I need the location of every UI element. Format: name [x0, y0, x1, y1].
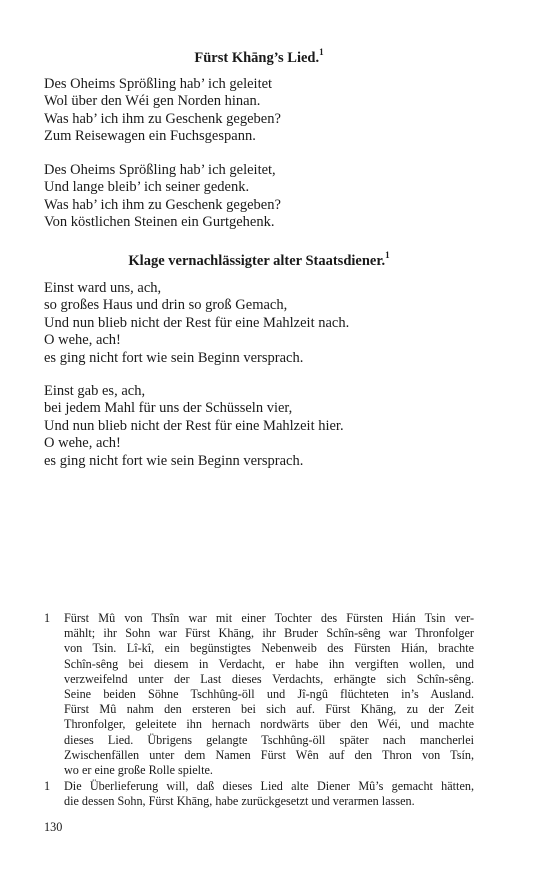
footnote-line: Die Überlieferung will, daß dieses Lied alte Diener Mû’s gemacht hätten, [64, 779, 474, 794]
footnote-line: verzweifelnd unter der Last dieses Verdachts, erhängte sich Schîn-sêng. [64, 671, 474, 686]
verse-line: Wol über den Wéi gen Norden hinan. [44, 93, 261, 110]
verse-line: Und nun blieb nicht der Rest für eine Mahlzeit hier. [44, 417, 344, 434]
footnote-2 [44, 779, 474, 809]
poem-2-stanza-2 [44, 383, 344, 470]
footnote-ref-2[interactable]: 1 [385, 250, 390, 260]
footnote-ref-1[interactable]: 1 [319, 47, 324, 57]
footnote-line: Fürst Mû nahm den ersteren bei sich auf. Fürst Khāng, zu der Zeit [64, 702, 474, 717]
book-page [44, 0, 474, 880]
poem-title-2 [44, 250, 474, 270]
footnote-line: Zwischenfällen unter dem Namen Fürst Wên auf den Thron von Tsín, [64, 747, 474, 762]
footnote-number: 1 [44, 611, 51, 625]
footnote-text [64, 611, 474, 778]
footnote-line: dieses Lied. Übrigens gelangte Tschhûng-öll später nach mancherlei [64, 732, 474, 747]
verse-line: Des Oheims Sprößling hab’ ich geleitet [44, 76, 273, 92]
poem-title-1-text: Fürst Khāng’s Lied. [194, 50, 320, 66]
poem-title-2-text: Klage vernachlässigter alter Staatsdiener. [128, 253, 386, 269]
verse-line: O wehe, ach! [44, 332, 121, 349]
verse-line: Was hab’ ich ihm zu Geschenk gegeben? [44, 110, 281, 127]
verse-line: Und nun blieb nicht der Rest für eine Mahlzeit nach. [44, 314, 350, 331]
footnote-line: mählt; ihr Sohn war Fürst Khāng, ihr Bruder Schîn-sêng war Thronfolger [64, 626, 474, 641]
verse-line: so großes Haus und drin so groß Gemach, [44, 297, 288, 314]
footnote-line: Seine beiden Söhne Tschhûng-öll und Jî-ngû flüchteten in’s Ausland. [64, 687, 474, 702]
verse-line: Zum Reisewagen ein Fuchsgespann. [44, 128, 256, 145]
footnote-line: von Tsin. Lî-kî, ein begünstigtes Nebenweib des Fürsten Hián, brachte [64, 641, 474, 656]
verse-line: bei jedem Mahl für uns der Schüsseln vier, [44, 400, 293, 417]
verse-line: O wehe, ach! [44, 435, 121, 452]
footnote-line: Schîn-sêng bei diesem in Verdacht, er habe ihn vergiften wollen, und [64, 656, 474, 671]
poem-2-stanza-1 [44, 280, 349, 367]
verse-line: Einst gab es, ach, [44, 383, 146, 399]
footnote-line: wo er eine große Rolle spielte. [64, 763, 213, 778]
verse-line: es ging nicht fort wie sein Beginn versprach. [44, 452, 304, 469]
verse-line: Des Oheims Sprößling hab’ ich geleitet, [44, 162, 276, 178]
verse-line: Einst ward uns, ach, [44, 280, 162, 296]
verse-line: es ging nicht fort wie sein Beginn versprach. [44, 349, 304, 366]
poem-1-stanza-2 [44, 162, 281, 232]
footnotes [44, 611, 474, 810]
footnote-line: Thronfolger, geleitete ihn hernach nordwärts über den Wéi, und machte [64, 717, 474, 732]
footnote-1 [44, 611, 474, 778]
footnote-number: 1 [44, 779, 51, 794]
footnote-line: Fürst Mû von Thsîn war mit einer Tochter des Fürsten Hián Tsin ver- [64, 611, 474, 625]
footnote-text [64, 779, 474, 809]
verse-line: Von köstlichen Steinen ein Gurtgehenk. [44, 214, 275, 231]
verse-line: Was hab’ ich ihm zu Geschenk gegeben? [44, 196, 281, 213]
footnote-line: die dessen Sohn, Fürst Khāng, habe zurückgesetzt und verarmen lassen. [64, 794, 415, 809]
poem-title-1 [44, 47, 474, 67]
page-number: 130 [44, 820, 63, 834]
poem-1-stanza-1 [44, 76, 281, 146]
verse-line: Und lange bleib’ ich seiner gedenk. [44, 179, 250, 196]
